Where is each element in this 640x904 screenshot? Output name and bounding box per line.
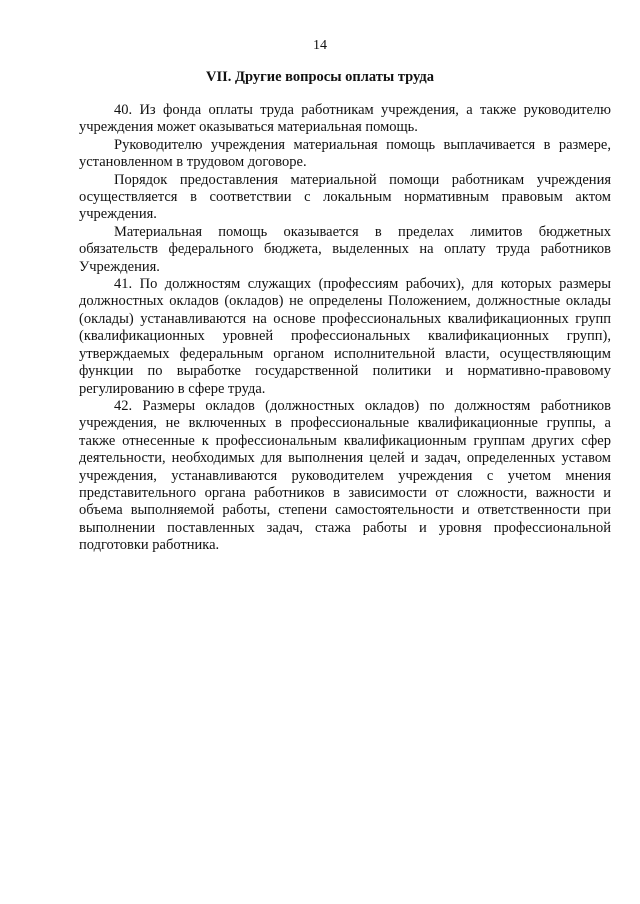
paragraph-42: 42. Размеры окладов (должностных окладов) по должностям работников учреждения, не включенных в профессиональные квалификационные группы, а также отнесенные к профессиональным квалификационным группам других сфер деятельности, необходимых для выполнения целей и задач, определенных уставом учреждения, устанавливаются руководителем учреждения с учетом мнения представительного органа работников в зависимости от сложности, важности и объема выполняемой работы, степени самостоятельности и ответственности при выполнении поставленных задач, стажа работы и уровня профессиональной подготовки работника.	[79, 397, 611, 554]
section-title: VII. Другие вопросы оплаты труда	[206, 69, 434, 85]
document-body	[79, 102, 611, 555]
paragraph-41: 41. По должностям служащих (профессиям рабочих), для которых размеры должностных окладов (окладов) не определены Положением, должностные оклады (оклады) устанавливаются на основе профессиональных квалификационных групп (квалификационных уровней профессиональных квалификационных групп), утверждаемых федеральным органом исполнительной власти, осуществляющим функции по выработке государственной политики и нормативно-правовому регулированию в сфере труда.	[79, 276, 611, 397]
paragraph-aid-limits: Материальная помощь оказывается в пределах лимитов бюджетных обязательств федерального бюджета, выделенных на оплату труда работников Учреждения.	[79, 223, 611, 275]
paragraph-director-aid: Руководителю учреждения материальная помощь выплачивается в размере, установленном в трудовом договоре.	[79, 136, 611, 171]
page-number: 14	[313, 38, 327, 53]
paragraph-aid-procedure: Порядок предоставления материальной помощи работникам учреждения осуществляется в соответствии с локальным нормативным правовым актом учреждения.	[79, 171, 611, 223]
paragraph-40: 40. Из фонда оплаты труда работникам учреждения, а также руководителю учреждения может оказываться материальная помощь.	[79, 102, 611, 136]
